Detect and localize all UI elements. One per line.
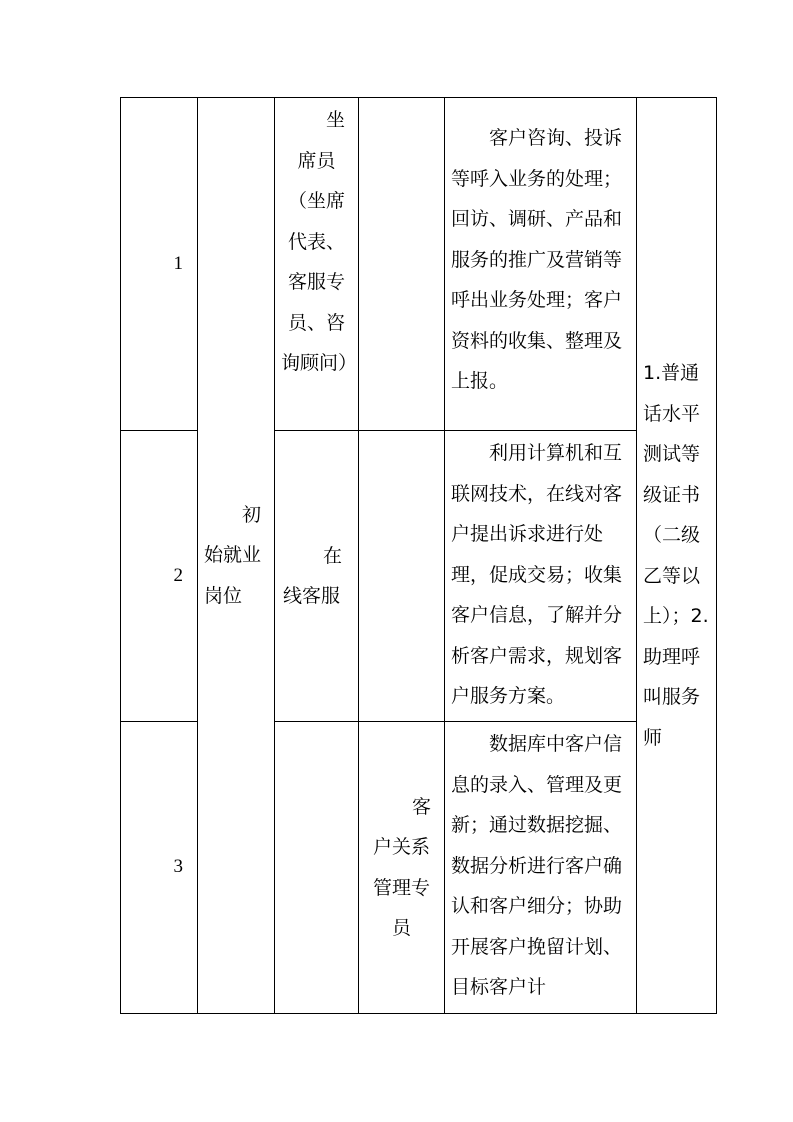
subposition-cell [359,431,445,722]
description-text: 利用计算机和互联网技术，在线对客户提出诉求进行处理，促成交易；收集客户信息，了解并分析客户需求，规划客户服务方案。 [451,442,623,707]
description-cell [445,98,637,431]
subposition-cell [359,722,445,1014]
certificate-text: 1.普通话水平测试等级证书（二级乙等以上）；2.助理呼叫服务师 [643,362,709,749]
subposition-text: 客户关系管理专员 [372,795,431,939]
position-cell [275,431,359,722]
row-number: 2 [121,431,198,722]
certificate-cell [637,98,717,1014]
position-text: 坐席员（坐席代表、客服专员、咨询顾问） [281,109,358,374]
description-cell [445,722,637,1014]
position-text: 在线客服 [283,544,343,607]
position-cell [275,98,359,431]
position-cell [275,722,359,1014]
row-number: 1 [121,98,198,431]
description-cell [445,431,637,722]
row-number: 3 [121,722,198,1014]
job-table [120,97,717,1014]
level-cell [198,98,275,1014]
description-text: 客户咨询、投诉等呼入业务的处理；回访、调研、产品和服务的推广及营销等呼出业务处理；客户资料的收集、整理及上报。 [451,127,623,392]
subposition-cell [359,98,445,431]
description-text: 数据库中客户信息的录入、管理及更新；通过数据挖掘、数据分析进行客户确认和客户细分；协助开展客户挽留计划、目标客户计 [451,733,623,998]
level-text: 初始就业岗位 [204,503,262,607]
table-row [121,98,717,431]
